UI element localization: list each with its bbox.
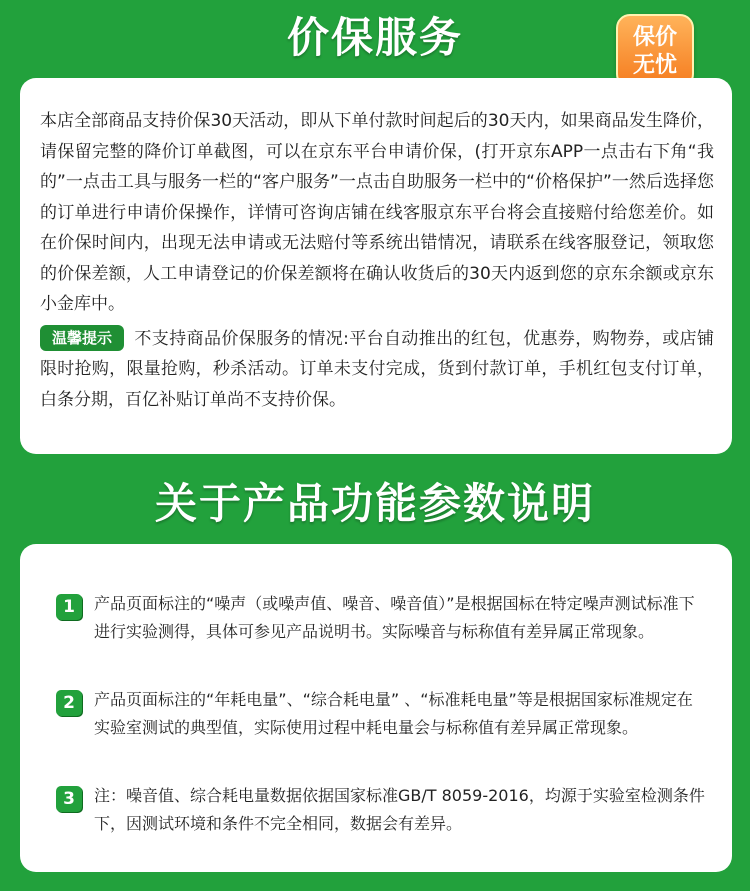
number-badge: 2 bbox=[56, 690, 82, 716]
number-badge: 3 bbox=[56, 786, 82, 812]
product-params-card bbox=[20, 544, 732, 872]
tip-text: 不支持商品价保服务的情况:平台自动推出的红包，优惠券，购物券，或店铺限时抢购，限量抢购，秒杀活动。订单未支付完成，货到付款订单，手机红包支付订单，白条分期，百亿补贴订单尚不支持价保。 bbox=[40, 328, 714, 410]
param-item-text: 注：噪音值、综合耗电量数据依据国家标准GB/T 8059-2016，均源于实验室检测条件下，因测试环境和条件不完全相同，数据会有差异。 bbox=[94, 786, 705, 833]
price-protection-card bbox=[20, 78, 732, 454]
tip-paragraph bbox=[40, 324, 714, 416]
product-params-title: 关于产品功能参数说明 bbox=[154, 479, 595, 528]
worry-free-badge bbox=[616, 14, 694, 88]
price-protection-paragraph: 本店全部商品支持价保30天活动，即从下单付款时间起后的30天内，如果商品发生降价，请保留完整的降价订单截图，可以在京东平台申请价保，(打开京东APP一点击右下角“我的”一点击工具与服务一栏的“客户服务”一点击自助服务一栏中的“价格保护”一然后选择您的订单进行申请价保操作，详情可咨询店铺在线客服京东平台将会直接赔付给您差价。如在价保时间内，出现无法申请或无法赔付等系统出错情况，请联系在线客服登记，领取您的价保差额，人工申请登记的价保差额将在确认收货后的30天内返到您的京东余额或京东小金库中。 bbox=[40, 111, 714, 314]
tip-badge: 温馨提示 bbox=[40, 325, 124, 351]
badge-line-1: 保价 bbox=[632, 25, 677, 50]
price-protection-title: 价保服务 bbox=[286, 13, 463, 62]
param-item-text: 产品页面标注的“年耗电量”、“综合耗电量” 、“标准耗电量”等是根据国家标准规定在实验室测试的典型值，实际使用过程中耗电量会与标称值有差异属正常现象。 bbox=[94, 690, 693, 737]
param-item-text: 产品页面标注的“噪声（或噪声值、噪音、噪音值）”是根据国标在特定噪声测试标准下进行实验测得，具体可参见产品说明书。实际噪音与标称值有差异属正常现象。 bbox=[94, 594, 695, 641]
number-badge: 1 bbox=[56, 594, 82, 620]
badge-line-2: 无忧 bbox=[632, 53, 677, 78]
